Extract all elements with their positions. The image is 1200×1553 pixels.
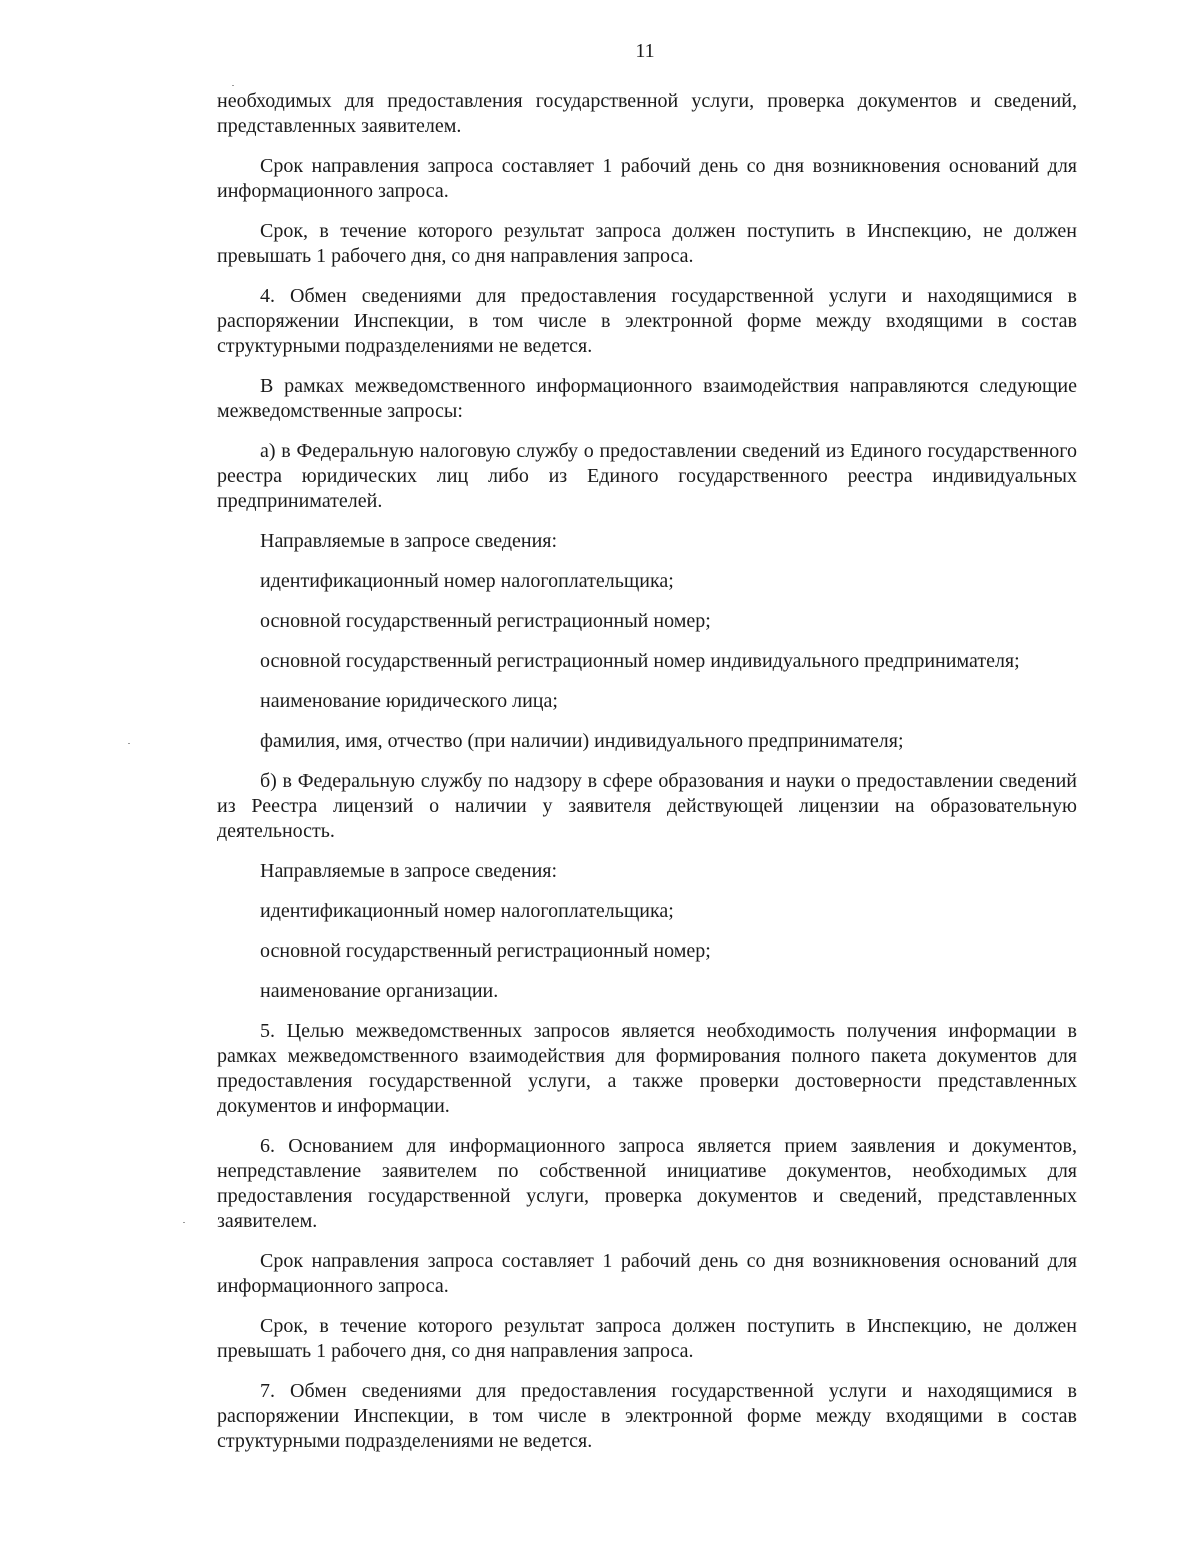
paragraph-interagency-requests: В рамках межведомственного информационного взаимодействия направляются следующие межведомственные запросы: <box>217 375 1077 422</box>
paragraph-sent-info-heading: Направляемые в запросе сведения: <box>260 530 558 552</box>
list-item: основной государственный регистрационный номер индивидуального предпринимателя; <box>260 650 1020 672</box>
scan-speck <box>183 1222 185 1223</box>
paragraph-item-7: 7. Обмен сведениями для предоставления государственной услуги и находящимися в распоряжении Инспекции, в том числе в электронной форме между входящими в состав структурными подразделениями не ведется. <box>217 1380 1077 1452</box>
paragraph-request-deadline: Срок направления запроса составляет 1 рабочий день со дня возникновения оснований для информационного запроса. <box>217 1250 1077 1297</box>
paragraph-request-deadline: Срок направления запроса составляет 1 рабочий день со дня возникновения оснований для информационного запроса. <box>217 155 1077 202</box>
list-item: наименование организации. <box>260 980 499 1002</box>
paragraph-subitem-a: а) в Федеральную налоговую службу о предоставлении сведений из Единого государственного реестра юридических лиц либо из Единого государственного реестра индивидуальных предпринимателей. <box>217 440 1077 512</box>
list-item: фамилия, имя, отчество (при наличии) индивидуального предпринимателя; <box>260 730 904 752</box>
list-item: наименование юридического лица; <box>260 690 558 712</box>
paragraph-response-deadline: Срок, в течение которого результат запроса должен поступить в Инспекцию, не должен превышать 1 рабочего дня, со дня направления запроса. <box>217 220 1077 267</box>
list-item: идентификационный номер налогоплательщика; <box>260 570 674 592</box>
paragraph-continuation: необходимых для предоставления государственной услуги, проверка документов и сведений, представленных заявителем. <box>217 90 1077 137</box>
paragraph-subitem-b: б) в Федеральную службу по надзору в сфере образования и науки о предоставлении сведений из Реестра лицензий о наличии у заявителя действующей лицензии на образовательную деятельность. <box>217 770 1077 842</box>
paragraph-response-deadline: Срок, в течение которого результат запроса должен поступить в Инспекцию, не должен превышать 1 рабочего дня, со дня направления запроса. <box>217 1315 1077 1362</box>
page-number: 11 <box>635 40 655 62</box>
paragraph-item-6: 6. Основанием для информационного запроса является прием заявления и документов, непредставление заявителем по собственной инициативе документов, необходимых для предоставления государственной услуги, проверка документов и сведений, представленных заявителем. <box>217 1135 1077 1232</box>
paragraph-item-4: 4. Обмен сведениями для предоставления государственной услуги и находящимися в распоряжении Инспекции, в том числе в электронной форме между входящими в состав структурными подразделениями не ведется. <box>217 285 1077 357</box>
paragraph-item-5: 5. Целью межведомственных запросов является необходимость получения информации в рамках межведомственного взаимодействия для формирования полного пакета документов для предоставления государственной услуги, а также проверки достоверности представленных документов и информации. <box>217 1020 1077 1117</box>
list-item: идентификационный номер налогоплательщика; <box>260 900 674 922</box>
document-body <box>217 89 1077 1469</box>
list-item: основной государственный регистрационный номер; <box>260 940 711 962</box>
paragraph-sent-info-heading: Направляемые в запросе сведения: <box>260 860 558 882</box>
scan-speck <box>232 85 234 86</box>
scan-speck <box>128 743 130 744</box>
list-item: основной государственный регистрационный номер; <box>260 610 711 632</box>
